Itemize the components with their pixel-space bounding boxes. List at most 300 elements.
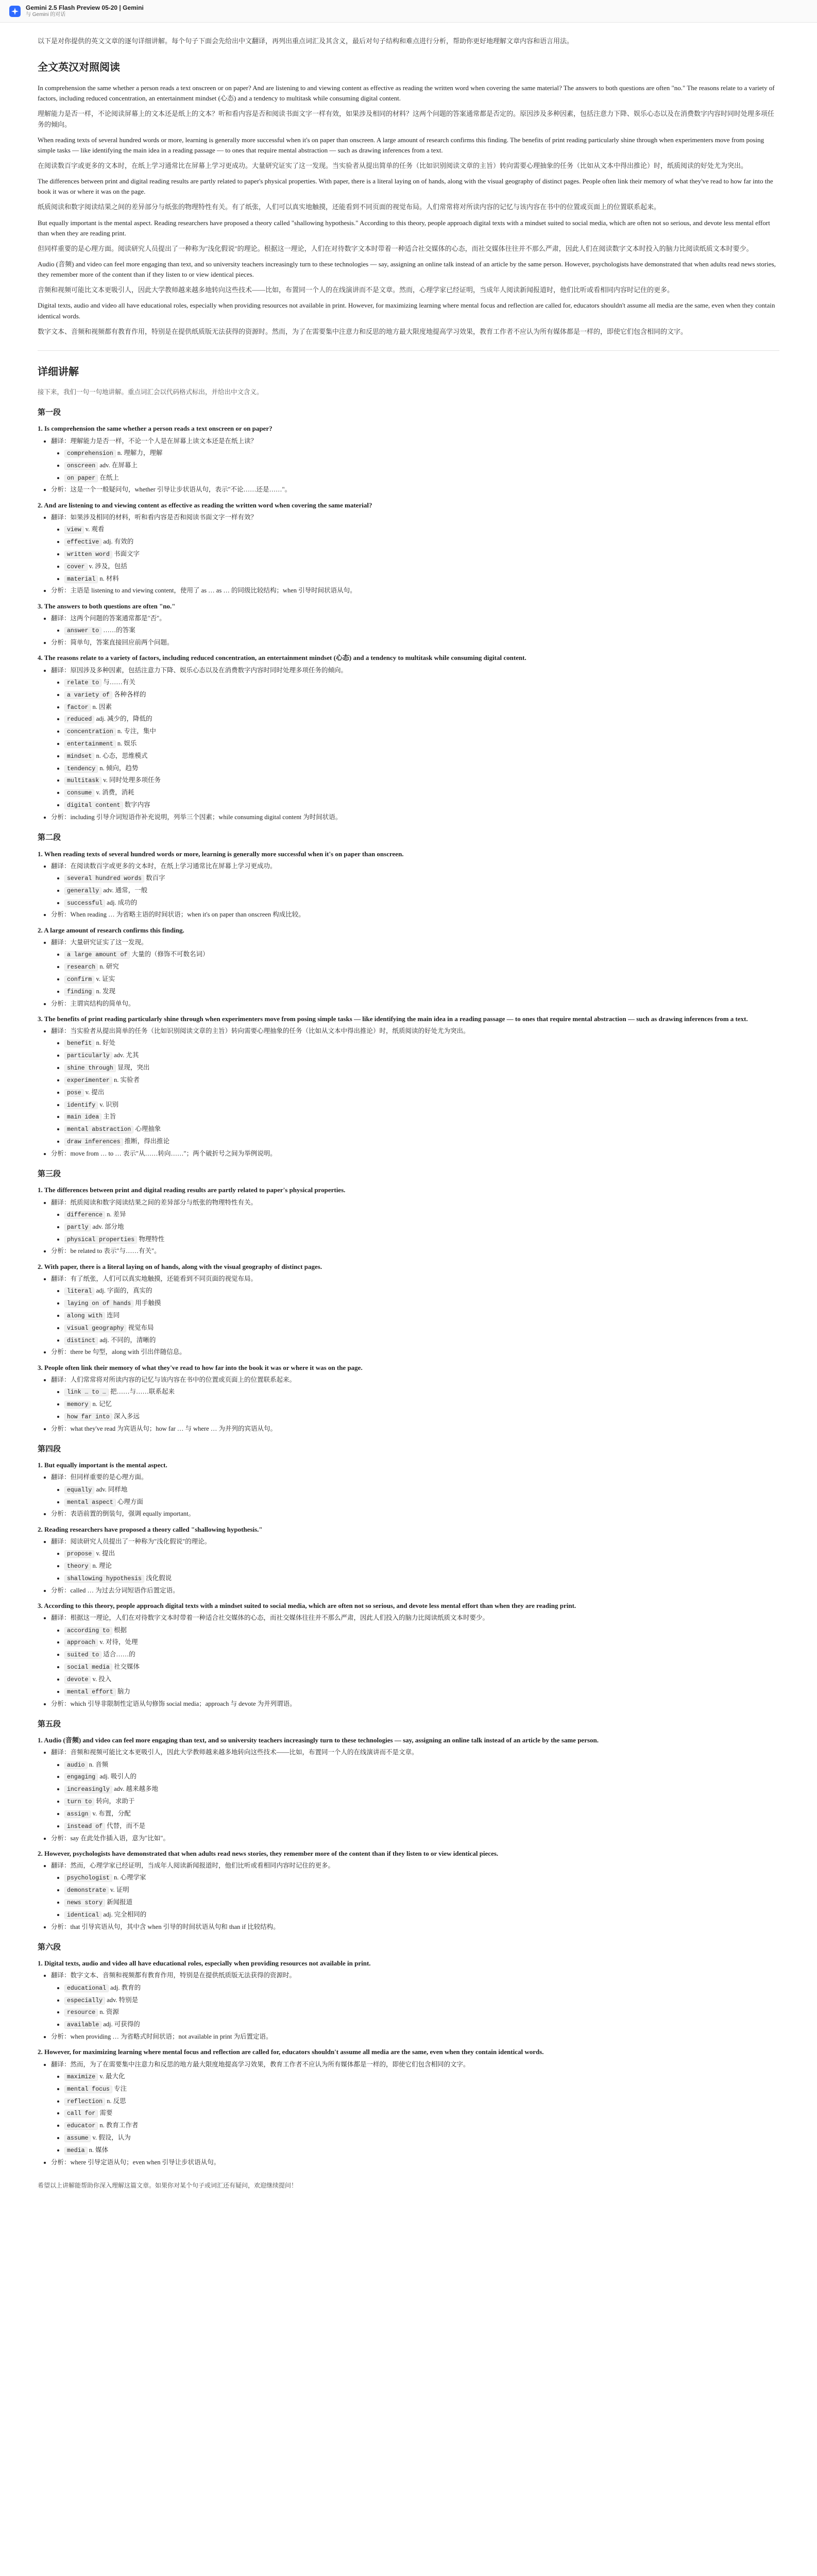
vocab-meaning: 浅化假说 (146, 1574, 172, 1582)
vocab-item (64, 788, 779, 798)
article-paragraph-zh: 数字文本、音频和视频都有教育作用，特别是在提供纸质版无法获得的资源时。然而，为了在需要集中注意力和反思的地方最大限度地提高学习效果，教育工作者不应认为所有媒体都是一样的，即使它们包含相同的文字。 (38, 327, 688, 335)
vocab-word: identical (64, 1911, 101, 1919)
vocab-word: benefit (64, 1040, 94, 1047)
vocab-word: reduced (64, 716, 94, 723)
vocab-meaning: adj. 减少的，降低的 (96, 715, 152, 723)
vocab-meaning: 大量的（修饰不可数名词） (131, 951, 209, 958)
vocab-meaning: n. 反思 (107, 2097, 126, 2105)
vocab-item (64, 1412, 779, 1422)
vocab-item (64, 1485, 779, 1495)
vocab-word: literal (64, 1287, 94, 1295)
vocab-meaning: n. 心理学家 (113, 1874, 146, 1882)
part-title: 第五段 (38, 1719, 61, 1728)
vocab-item (64, 764, 779, 774)
vocab-list (64, 950, 779, 996)
vocab-meaning: v. 消费，消耗 (96, 789, 134, 796)
part-title: 第六段 (38, 1943, 61, 1952)
vocab-meaning: adj. 字面的，真实的 (96, 1287, 152, 1295)
vocab-meaning: 视觉布局 (128, 1324, 154, 1331)
sentence-en: 2. A large amount of research confirms this finding. (38, 926, 184, 934)
sentence-details (51, 1026, 779, 1159)
vocab-word: generally (64, 887, 101, 895)
vocab-item (64, 1387, 779, 1397)
sentence-block (38, 1262, 779, 1358)
vocab-list (64, 1873, 779, 1920)
vocab-meaning: v. 假设，认为 (92, 2134, 131, 2142)
sentence-translation: • 翻译：但同样重要的是心理方面。 (51, 1472, 779, 1482)
sentence-en: 2. And are listening to and viewing content as effective as reading the written word when covering the same material? (38, 501, 372, 509)
article-heading: 全文英汉对照阅读 (38, 62, 120, 74)
sentence-details (51, 436, 779, 495)
vocab-word: increasingly (64, 1786, 112, 1793)
vocab-word: factor (64, 704, 91, 711)
vocab-item (64, 524, 779, 535)
article-paragraph-zh: 但同样重要的是心理方面。阅读研究人员提出了一种称为"浅化假说"的理论。根据这一理论，人们在对待数字文本时带着一种适合社交媒体的心态，而社交媒体往往并不那么严肃，因此人们在阅读数字文本时投入的脑力比阅读纸质文本时要少。 (38, 244, 753, 252)
vocab-meaning: n. 资源 (99, 2008, 119, 2016)
vocab-word: partly (64, 1224, 91, 1231)
sentence-block (38, 1601, 779, 1709)
vocab-item (64, 1311, 779, 1321)
vocab-word: news story (64, 1899, 105, 1907)
vocab-word: shine through (64, 1064, 116, 1072)
vocab-word: instead of (64, 1823, 105, 1831)
sentence-details (51, 513, 779, 596)
vocab-meaning: adj. 完全相同的 (103, 1910, 147, 1918)
sentence-translation: • 翻译：当实验者从提出简单的任务（比如识别阅读文章的主旨）转向需要心理抽象的任务（比如从文本中得出推论）时，纸质阅读的好处尤为突出。 (51, 1026, 779, 1036)
sentence-details (51, 938, 779, 1009)
sentence-en: 4. The reasons relate to a variety of factors, including reduced concentration, an entertainment mindset (心态) and a tendency to multitask while consuming digital content. (38, 654, 526, 662)
vocab-meaning: 脑力 (117, 1687, 130, 1695)
vocab-list (64, 1286, 779, 1345)
vocab-word: assume (64, 2134, 91, 2142)
vocab-word: cover (64, 563, 88, 571)
vocab-meaning: n. 心态，思维模式 (96, 752, 148, 759)
vocab-list (64, 1387, 779, 1421)
vocab-list (64, 1760, 779, 1832)
vocab-item (64, 473, 779, 483)
part-title: 第二段 (38, 833, 61, 842)
vocab-word: concentration (64, 728, 116, 736)
vocab-meaning: n. 发现 (96, 987, 115, 995)
app-header (0, 0, 817, 23)
vocab-word: resource (64, 2009, 98, 2016)
vocab-word: reflection (64, 2098, 105, 2106)
vocab-item (64, 800, 779, 810)
sentence-analysis: • 分析：主语是 listening to and viewing content，使用了 as … as … 的同级比较结构；when 引导时间状语从句。 (51, 586, 779, 596)
sentence-translation: • 翻译：根据这一理论，人们在对待数字文本时带着一种适合社交媒体的心态，而社交媒体往往并不那么严肃，因此人们投入的脑力比阅读纸质文本时要少。 (51, 1613, 779, 1623)
vocab-word: educational (64, 1985, 109, 1992)
sentence-block (38, 653, 779, 822)
sentence-translation: • 翻译：有了纸张，人们可以真实地触摸，还能看到不同页面的视觉布局。 (51, 1274, 779, 1284)
sentence-analysis: • 分析：这是一个一般疑问句，whether 引导让步状语从句，表示"不论……还是……"。 (51, 485, 779, 495)
article-paragraph-zh: 理解能力是否一样，不论阅读屏幕上的文本还是纸上的文本？听和看内容是否和阅读书面文字一样有效，如果涉及相同的材料？这两个问题的答案通常都是否定的。原因涉及多种因素，包括注意力下降、娱乐心态以及在消费数字内容时同时处理多项任务的倾向。 (38, 110, 775, 128)
analysis-heading: 详细讲解 (38, 366, 79, 378)
sentence-translation: • 翻译：纸质阅读和数字阅读结果之间的差异部分与纸张的物理特性有关。 (51, 1198, 779, 1208)
sentence-analysis: • 分析：be related to 表示"与……有关"。 (51, 1246, 779, 1256)
vocab-word: equally (64, 1486, 94, 1494)
vocab-word: suited to (64, 1651, 101, 1659)
sentence-details (51, 1472, 779, 1519)
vocab-word: call for (64, 2110, 98, 2117)
vocab-word: view (64, 526, 84, 534)
vocab-word: entertainment (64, 740, 116, 748)
sentence-analysis: • 分析：say 在此处作插入语，意为"比如"。 (51, 1834, 779, 1843)
vocab-item (64, 1637, 779, 1648)
vocab-word: mental effort (64, 1688, 116, 1696)
vocab-item (64, 2084, 779, 2094)
vocab-meaning: 需要 (99, 2109, 113, 2117)
vocab-meaning: adj. 不同的，清晰的 (99, 1336, 156, 1344)
vocab-item (64, 1983, 779, 1993)
vocab-item (64, 461, 779, 471)
part-title: 第一段 (38, 408, 61, 417)
app-title: Gemini 2.5 Flash Preview 05-20 | Gemini (26, 4, 144, 12)
vocab-item (64, 2096, 779, 2107)
sentence-translation: • 翻译：原因涉及多种因素，包括注意力下降、娱乐心态以及在消费数字内容时同时处理多项任务的倾向。 (51, 666, 779, 675)
vocab-word: on paper (64, 474, 98, 482)
sentence-en: 2. However, for maximizing learning where mental focus and reflection are called for, educators shouldn't assume all media are the same, even when they contain identical words. (38, 2048, 544, 2056)
vocab-word: successful (64, 900, 105, 907)
sentence-en: 2. With paper, there is a literal laying on of hands, along with the visual geography of distinct pages. (38, 1262, 322, 1270)
vocab-word: visual geography (64, 1325, 126, 1332)
sentence-block (38, 601, 779, 648)
vocab-item (64, 1112, 779, 1122)
vocab-item (64, 1910, 779, 1920)
vocab-item (64, 1897, 779, 1908)
vocab-meaning: 与……有关 (103, 678, 135, 686)
vocab-item (64, 1050, 779, 1061)
sentence-translation: • 翻译：然而，心理学家已经证明，当成年人阅读新闻报道时，他们比听或看相同内容时记住的更多。 (51, 1861, 779, 1871)
vocab-word: mindset (64, 753, 94, 760)
vocab-meaning: n. 材料 (99, 574, 119, 582)
sentence-analysis: • 分析：When reading … 为省略主语的时间状语；when it's on paper than onscreen 构成比较。 (51, 910, 779, 920)
vocab-item (64, 987, 779, 997)
vocab-word: psychologist (64, 1874, 112, 1882)
sentence-details (51, 1375, 779, 1434)
sentence-analysis: • 分析：简单句，答案直接回应前两个问题。 (51, 638, 779, 648)
sentence-analysis: • 分析：move from … to … 表示"从……转向……"；两个破折号之间为举例说明。 (51, 1149, 779, 1159)
vocab-word: finding (64, 988, 94, 996)
vocab-meaning: 把……与……联系起来 (110, 1388, 175, 1396)
vocab-word: link … to … (64, 1388, 109, 1396)
vocab-meaning: 书面文字 (113, 550, 140, 557)
intro-text: 以下是对你提供的英文文章的逐句详细讲解。每个句子下面会先给出中文翻译，再列出重点词汇及其含义，最后对句子结构和难点进行分析，帮助你更好地理解文章内容和语言用法。 (38, 37, 574, 45)
vocab-meaning: 物理特性 (139, 1235, 165, 1243)
vocab-item (64, 2121, 779, 2131)
vocab-word: identify (64, 1101, 98, 1109)
vocab-word: shallowing hypothesis (64, 1575, 144, 1583)
article-paragraph-zh: 纸质阅读和数字阅读结果之间的差异部分与纸张的物理特性有关。有了纸张，人们可以真实地触摸，还能看到不同页面的视觉布局。人们常常将对所读内容的记忆与该内容在书中的位置或页面上的位置联系起来。 (38, 203, 661, 211)
vocab-item (64, 739, 779, 749)
sentence-details (51, 1861, 779, 1932)
article-paragraph-en: In comprehension the same whether a person reads a text onscreen or on paper? And are listening to and viewing content as effective as reading the written word when covering the same material? The answers to both questions are often "no." The reasons relate to a variety of factors, including reduced concentration, an entertainment mindset (心态) and a tendency to multitask while consuming digital content. (38, 84, 775, 103)
sentence-block (38, 1363, 779, 1434)
vocab-word: approach (64, 1639, 98, 1647)
vocab-meaning: n. 媒体 (89, 2146, 109, 2154)
sentence-details (51, 1613, 779, 1709)
vocab-meaning: n. 记忆 (92, 1400, 112, 1408)
sentence-en: 2. Reading researchers have proposed a theory called "shallowing hypothesis." (38, 1525, 263, 1533)
vocab-word: audio (64, 1761, 88, 1769)
vocab-item (64, 448, 779, 459)
sentence-details (51, 2060, 779, 2167)
sentence-details (51, 614, 779, 648)
vocab-meaning: 用手触摸 (135, 1299, 161, 1307)
vocab-word: pose (64, 1089, 84, 1097)
vocab-meaning: n. 因素 (92, 703, 112, 710)
vocab-item (64, 1323, 779, 1333)
vocab-item (64, 1687, 779, 1697)
article-paragraph-zh: 在阅读数百字或更多的文本时，在纸上学习通常比在屏幕上学习更成功。大量研究证实了这一发现。当实验者从提出简单的任务（比如识别阅读文章的主旨）转向需要心理抽象的任务（比如从文本中得出推论）时，纸质阅读的好处尤为突出。 (38, 161, 748, 170)
vocab-item (64, 1772, 779, 1782)
vocab-word: consume (64, 789, 94, 797)
vocab-word: multitask (64, 777, 101, 785)
vocab-item (64, 1797, 779, 1807)
vocab-meaning: adv. 部分地 (92, 1223, 124, 1230)
analysis-body (38, 406, 779, 2167)
vocab-word: effective (64, 538, 101, 546)
sentence-analysis: • 分析：including 引导介词短语作补充说明，列举三个因素；while consuming digital content 为时间状语。 (51, 812, 779, 822)
vocab-word: material (64, 575, 98, 583)
vocab-item (64, 873, 779, 884)
sentence-en: 1. Audio (音频) and video can feel more engaging than text, and so university teachers increasingly turn to these technologies — say, assigning an online talk instead of an article by the same person. (38, 1736, 599, 1744)
vocab-item (64, 1075, 779, 1086)
vocab-item (64, 2007, 779, 2018)
sentence-block (38, 1460, 779, 1519)
vocab-item (64, 1335, 779, 1346)
vocab-word: comprehension (64, 450, 116, 457)
vocab-item (64, 886, 779, 896)
vocab-word: a variety of (64, 691, 112, 699)
vocab-item (64, 625, 779, 636)
vocab-meaning: n. 好处 (96, 1039, 115, 1047)
sentence-translation: • 翻译：大量研究证实了这一发现。 (51, 938, 779, 947)
sentence-analysis: • 分析：there be 句型，along with 引出伴随信息。 (51, 1347, 779, 1357)
vocab-meaning: 数百字 (146, 874, 165, 882)
gemini-logo-icon (9, 6, 21, 17)
vocab-list (64, 873, 779, 908)
sentence-translation: • 翻译：这两个问题的答案通常都是"否"。 (51, 614, 779, 623)
vocab-item (64, 1399, 779, 1410)
vocab-meaning: v. 证实 (96, 975, 115, 982)
vocab-item (64, 1210, 779, 1220)
vocab-list (64, 1210, 779, 1244)
sentence-block (38, 1958, 779, 2042)
sentence-block (38, 849, 779, 920)
vocab-word: according to (64, 1627, 112, 1635)
vocab-meaning: 根据 (113, 1626, 127, 1634)
sentence-en: 3. People often link their memory of what they've read to how far into the book it was or where it was on the page. (38, 1363, 363, 1371)
vocab-item (64, 1760, 779, 1770)
vocab-item (64, 1298, 779, 1309)
vocab-item (64, 574, 779, 584)
vocab-item (64, 714, 779, 724)
sentence-translation: • 翻译：在阅读数百字或更多的文本时，在纸上学习通常比在屏幕上学习更成功。 (51, 861, 779, 871)
vocab-word: answer to (64, 627, 101, 635)
sentence-en: 3. The benefits of print reading particularly shine through when experimenters move from posing simple tasks — like identifying the main idea in a reading passage — to ones that require mental abstraction — such as drawing inferences from a text. (38, 1014, 748, 1023)
sentence-details (51, 1537, 779, 1596)
vocab-word: maximize (64, 2073, 98, 2081)
sentence-en: 2. However, psychologists have demonstrated that when adults read news stories, they remember more of the content than if they listen to or view identical pieces. (38, 1849, 499, 1857)
vocab-meaning: 专注 (113, 2084, 127, 2092)
vocab-word: demonstrate (64, 1887, 109, 1894)
vocab-item (64, 1625, 779, 1636)
vocab-meaning: v. 提出 (85, 1088, 105, 1096)
vocab-item (64, 1234, 779, 1245)
vocab-word: difference (64, 1211, 105, 1219)
vocab-meaning: 连同 (107, 1311, 120, 1319)
vocab-item (64, 1873, 779, 1883)
vocab-meaning: v. 投入 (92, 1675, 112, 1683)
vocab-word: relate to (64, 679, 101, 687)
vocab-item (64, 962, 779, 972)
vocab-word: main idea (64, 1113, 101, 1121)
vocab-word: media (64, 2147, 88, 2155)
vocab-item (64, 1088, 779, 1098)
vocab-word: laying on of hands (64, 1300, 133, 1308)
article-paragraph-en: Audio (音频) and video can feel more engaging than text, and so university teachers increasingly turn to these technologies — say, assigning an online talk instead of an article by the same person. However, psychologists have demonstrated that when adults read news stories, they remember more of the content than if they listen to or view identical pieces. (38, 260, 776, 279)
vocab-word: written word (64, 551, 112, 558)
vocab-item (64, 1573, 779, 1584)
vocab-item (64, 1662, 779, 1672)
vocab-item (64, 1885, 779, 1895)
vocab-word: social media (64, 1664, 112, 1671)
sentence-analysis: • 分析：表语前置的倒装句，强调 equally important。 (51, 1509, 779, 1519)
sentence-block (38, 500, 779, 596)
vocab-item (64, 1137, 779, 1147)
sentence-block (38, 1735, 779, 1843)
sentence-analysis: • 分析：where 引导定语从句；even when 引导让步状语从句。 (51, 2158, 779, 2167)
vocab-word: mental aspect (64, 1499, 116, 1506)
sentence-block (38, 423, 779, 495)
vocab-item (64, 549, 779, 560)
sentence-translation: • 翻译：如果涉及相同的材料，听和看内容是否和阅读书面文字一样有效？ (51, 513, 779, 522)
vocab-item (64, 898, 779, 908)
vocab-word: engaging (64, 1773, 98, 1781)
vocab-word: onscreen (64, 462, 98, 470)
vocab-meaning: adv. 通常，一般 (103, 886, 148, 894)
sentence-analysis: • 分析：which 引导非限制性定语从句修饰 social media；approach 与 devote 为并列谓语。 (51, 1699, 779, 1709)
sentence-details (51, 861, 779, 920)
sentence-analysis: • 分析：called … 为过去分词短语作后置定语。 (51, 1586, 779, 1596)
vocab-meaning: n. 教育工作者 (99, 2122, 139, 2129)
vocab-word: research (64, 963, 98, 971)
sentence-en: 1. When reading texts of several hundred words or more, learning is generally more successful when it's on paper than onscreen. (38, 850, 404, 858)
sentence-en: 3. According to this theory, people approach digital texts with a mindset suited to social media, which are often not so serious, and devote less mental effort than when they are reading print. (38, 1602, 576, 1610)
vocab-item (64, 1809, 779, 1819)
vocab-meaning: n. 音频 (89, 1760, 109, 1768)
vocab-meaning: adj. 可获得的 (103, 2021, 140, 2028)
document (38, 23, 779, 2211)
sentence-analysis: • 分析：what they've read 为宾语从句；how far … 与 where … 为并列的宾语从句。 (51, 1424, 779, 1434)
vocab-meaning: adv. 尤其 (113, 1052, 139, 1059)
vocab-word: digital content (64, 802, 123, 809)
vocab-item (64, 1549, 779, 1559)
vocab-meaning: 代替，而不是 (107, 1822, 146, 1829)
vocab-list (64, 1485, 779, 1507)
sentence-en: 1. But equally important is the mental aspect. (38, 1461, 167, 1469)
vocab-word: mental abstraction (64, 1126, 133, 1133)
vocab-item (64, 562, 779, 572)
vocab-meaning: 各种各样的 (113, 690, 146, 698)
vocab-meaning: 心理方面 (117, 1498, 143, 1505)
vocab-item (64, 1222, 779, 1232)
vocab-meaning: adj. 教育的 (110, 1984, 141, 1991)
vocab-meaning: 推断，得出推论 (124, 1137, 170, 1145)
sentence-details (51, 1971, 779, 2042)
vocab-word: propose (64, 1550, 94, 1558)
sentence-details (51, 1274, 779, 1358)
vocab-word: how far into (64, 1413, 112, 1421)
vocab-item (64, 702, 779, 713)
vocab-list (64, 625, 779, 636)
vocab-meaning: ……的答案 (103, 626, 135, 634)
sentence-translation: • 翻译：人们常常将对所读内容的记忆与该内容在书中的位置或页面上的位置联系起来。 (51, 1375, 779, 1385)
divider (38, 350, 779, 351)
sentence-en: 1. The differences between print and digital reading results are partly related to paper's physical properties. (38, 1186, 346, 1194)
vocab-item (64, 726, 779, 737)
vocab-word: tendency (64, 765, 98, 773)
vocab-word: along with (64, 1312, 105, 1320)
vocab-meaning: adj. 成功的 (107, 899, 138, 906)
vocab-word: available (64, 2021, 101, 2029)
sentence-analysis: • 分析：that 引导宾语从句，其中含 when 引导的时间状语从句和 than if 比较结构。 (51, 1922, 779, 1932)
vocab-word: memory (64, 1401, 91, 1409)
vocab-item (64, 677, 779, 688)
closing-text: 希望以上讲解能帮助你深入理解这篇文章。如果你对某个句子或词汇还有疑问，欢迎继续提问！ (38, 2182, 298, 2190)
vocab-item (64, 2108, 779, 2119)
sentence-translation: • 翻译：数字文本、音频和视频都有教育作用，特别是在提供纸质版无法获得的资源时。 (51, 1971, 779, 1980)
article-paragraph-en: When reading texts of several hundred words or more, learning is generally more successful when it's on paper than onscreen. A large amount of research confirms this finding. The benefits of print reading particularly shine through when experimenters move from posing simple tasks — like identifying the main idea in a reading passage — to ones that require mental abstraction — such as drawing inferences from a text. (38, 135, 764, 154)
vocab-meaning: 适合……的 (103, 1651, 135, 1658)
vocab-meaning: adv. 同样地 (96, 1485, 128, 1493)
vocab-word: particularly (64, 1052, 112, 1060)
vocab-item (64, 1063, 779, 1073)
article-paragraph-en: But equally important is the mental aspect. Reading researchers have proposed a theory called "shallowing hypothesis." According to this theory, people approach digital texts with a mindset suited to social media, which are often not so serious, and devote less mental effort than when they are reading print. (38, 218, 770, 237)
vocab-word: educator (64, 2122, 98, 2130)
vocab-item (64, 1038, 779, 1048)
sentence-en: 1. Is comprehension the same whether a person reads a text onscreen or on paper? (38, 425, 273, 433)
vocab-item (64, 1650, 779, 1660)
vocab-item (64, 1821, 779, 1832)
sentence-details (51, 1198, 779, 1257)
vocab-word: turn to (64, 1798, 94, 1806)
vocab-meaning: adj. 吸引人的 (99, 1773, 137, 1781)
sentence-block (38, 2047, 779, 2167)
vocab-word: especially (64, 1997, 105, 2005)
sentence-translation: • 翻译：音频和视频可能比文本更吸引人，因此大学教师越来越多地转向这些技术——比如，布置同一个人的在线演讲而不是文章。 (51, 1748, 779, 1757)
vocab-meaning: adv. 越来越多地 (113, 1785, 158, 1793)
vocab-item (64, 1124, 779, 1134)
article-paragraph-en: Digital texts, audio and video all have educational roles, especially when providing resources not available in print. However, for maximizing learning where mental focus and reflection are called for, educators shouldn't assume all media are the same, even when they contain identical words. (38, 301, 775, 320)
sentence-details (51, 666, 779, 823)
vocab-item (64, 1286, 779, 1296)
vocab-meaning: 主旨 (103, 1113, 116, 1121)
vocab-word: a large amount of (64, 951, 130, 959)
vocab-item (64, 2020, 779, 2030)
vocab-meaning: 新闻报道 (107, 1899, 133, 1906)
vocab-item (64, 974, 779, 985)
vocab-list (64, 448, 779, 483)
sentence-en: 3. The answers to both questions are often "no." (38, 602, 176, 610)
vocab-meaning: v. 对待，处理 (99, 1638, 138, 1646)
vocab-meaning: 在纸上 (99, 473, 119, 481)
vocab-word: theory (64, 1563, 91, 1570)
vocab-meaning: 数字内容 (124, 801, 150, 809)
vocab-meaning: adj. 有效的 (103, 538, 134, 546)
vocab-meaning: n. 专注，集中 (117, 727, 156, 735)
vocab-list (64, 2072, 779, 2156)
